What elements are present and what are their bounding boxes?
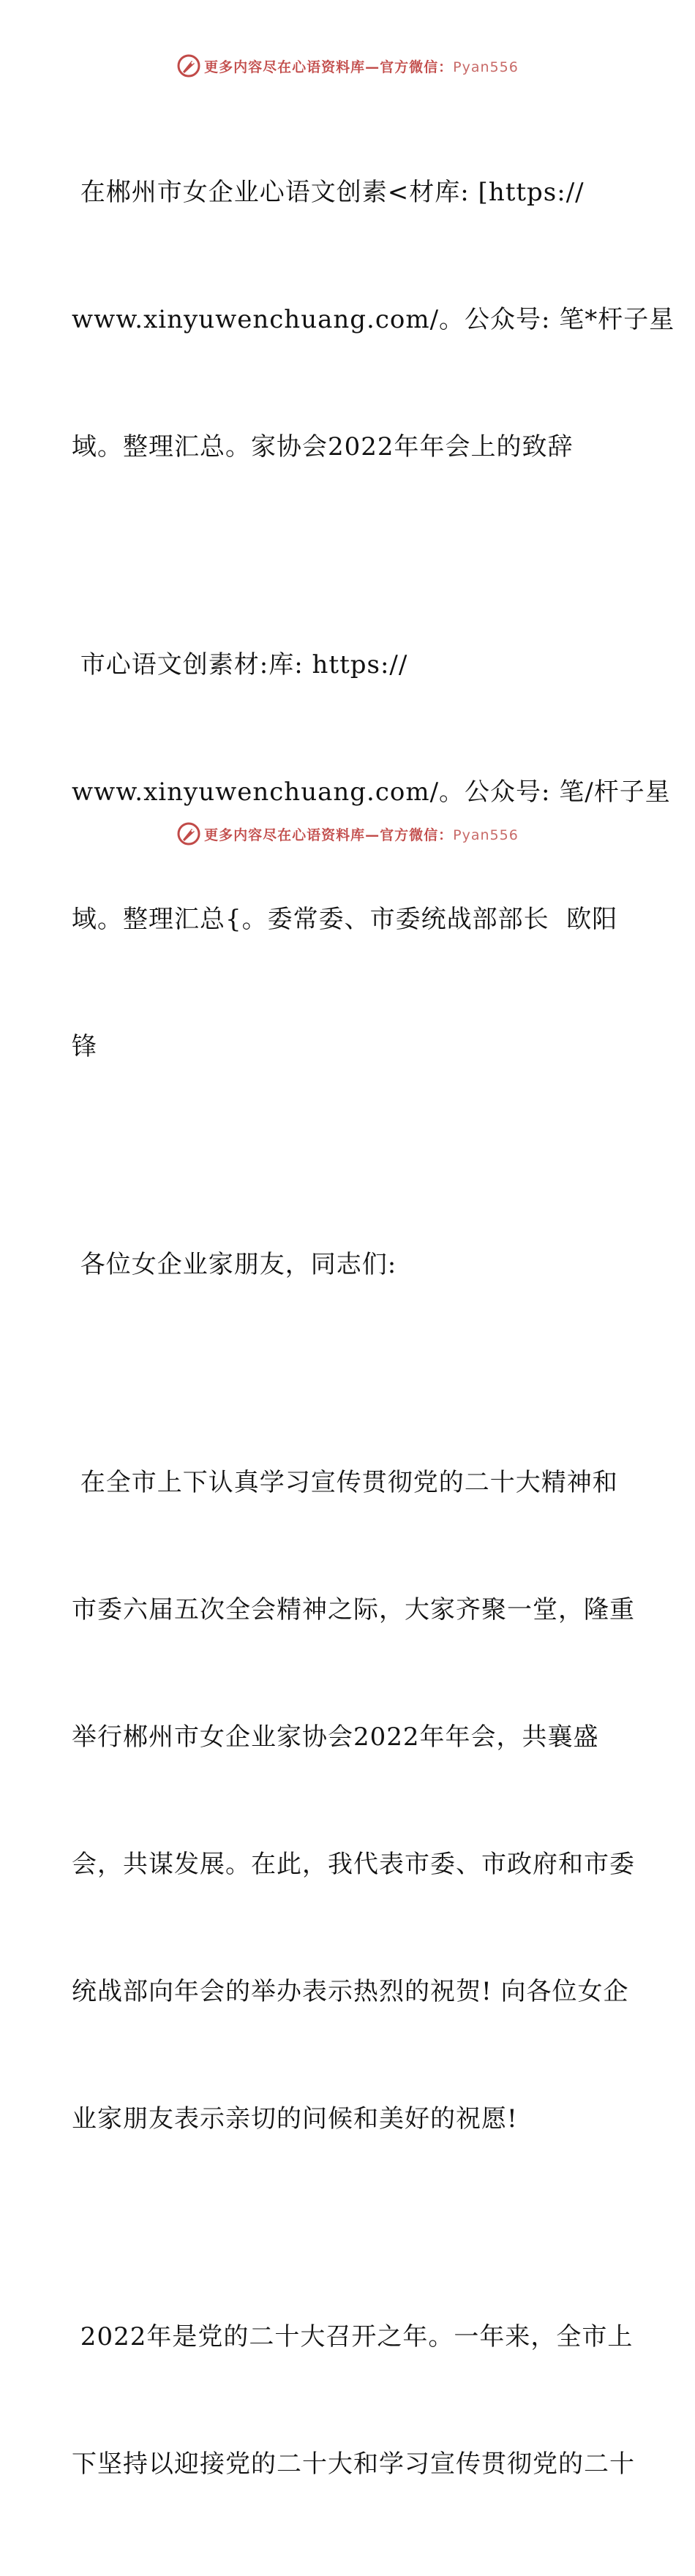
text-line: 2022年是党的二十大召开之年。一年来，全市上 (72, 2322, 634, 2351)
text-line: 市委六届五次全会精神之际，大家齐聚一堂，隆重 (72, 1595, 635, 1624)
text-line: 市心语文创素材:库: https:// (72, 650, 408, 679)
text-line: 各位女企业家朋友，同志们: (72, 1250, 397, 1279)
text-line: 举行郴州市女企业家协会2022年年会，共襄盛 (72, 1722, 599, 1752)
salutation (72, 1159, 628, 1371)
paragraph (72, 2231, 635, 2570)
banner-text: 更多内容尽在心语资料库—官方微信：Pyan556 (204, 59, 519, 75)
document-body (72, 86, 675, 2576)
header-banner (0, 51, 695, 80)
text-line: 统战部向年会的举办表示热烈的祝贺! 向各位女企 (72, 1977, 629, 2006)
text-line: 在郴州市女企业心语文创素<材库: [https:// (72, 178, 585, 207)
text-line: 域。整理汇总。家协会2022年年会上的致辞 (72, 432, 574, 462)
text-line: www.xinyuwenchuang.com/。公众号: 笔/杆子星 (72, 777, 671, 807)
wechat-id: Pyan556 (453, 59, 519, 75)
pen-nib-circle-icon (176, 821, 201, 846)
paragraph (72, 559, 671, 1153)
banner-text: 更多内容尽在心语资料库—官方微信：Pyan556 (204, 826, 519, 843)
text-line: 业家朋友表示亲切的问候和美好的祝愿! (72, 2104, 518, 2134)
text-line: 下坚持以迎接党的二十大和学习宣传贯彻党的二十 (72, 2449, 635, 2479)
wechat-id: Pyan556 (453, 826, 519, 843)
text-line: 锋 (72, 1032, 97, 1061)
paragraph (72, 1376, 635, 2225)
pen-nib-circle-icon (176, 53, 201, 78)
paragraph (72, 86, 675, 553)
footer-banner (0, 819, 695, 848)
text-line: 域。整理汇总{。委常委、市委统战部部长 欧阳 (72, 905, 618, 934)
text-line: www.xinyuwenchuang.com/。公众号: 笔*杆子星 (72, 305, 675, 334)
text-line: 在全市上下认真学习宣传贯彻党的二十大精神和 (72, 1468, 618, 1497)
text-line: 会，共谋发展。在此，我代表市委、市政府和市委 (72, 1850, 635, 1879)
